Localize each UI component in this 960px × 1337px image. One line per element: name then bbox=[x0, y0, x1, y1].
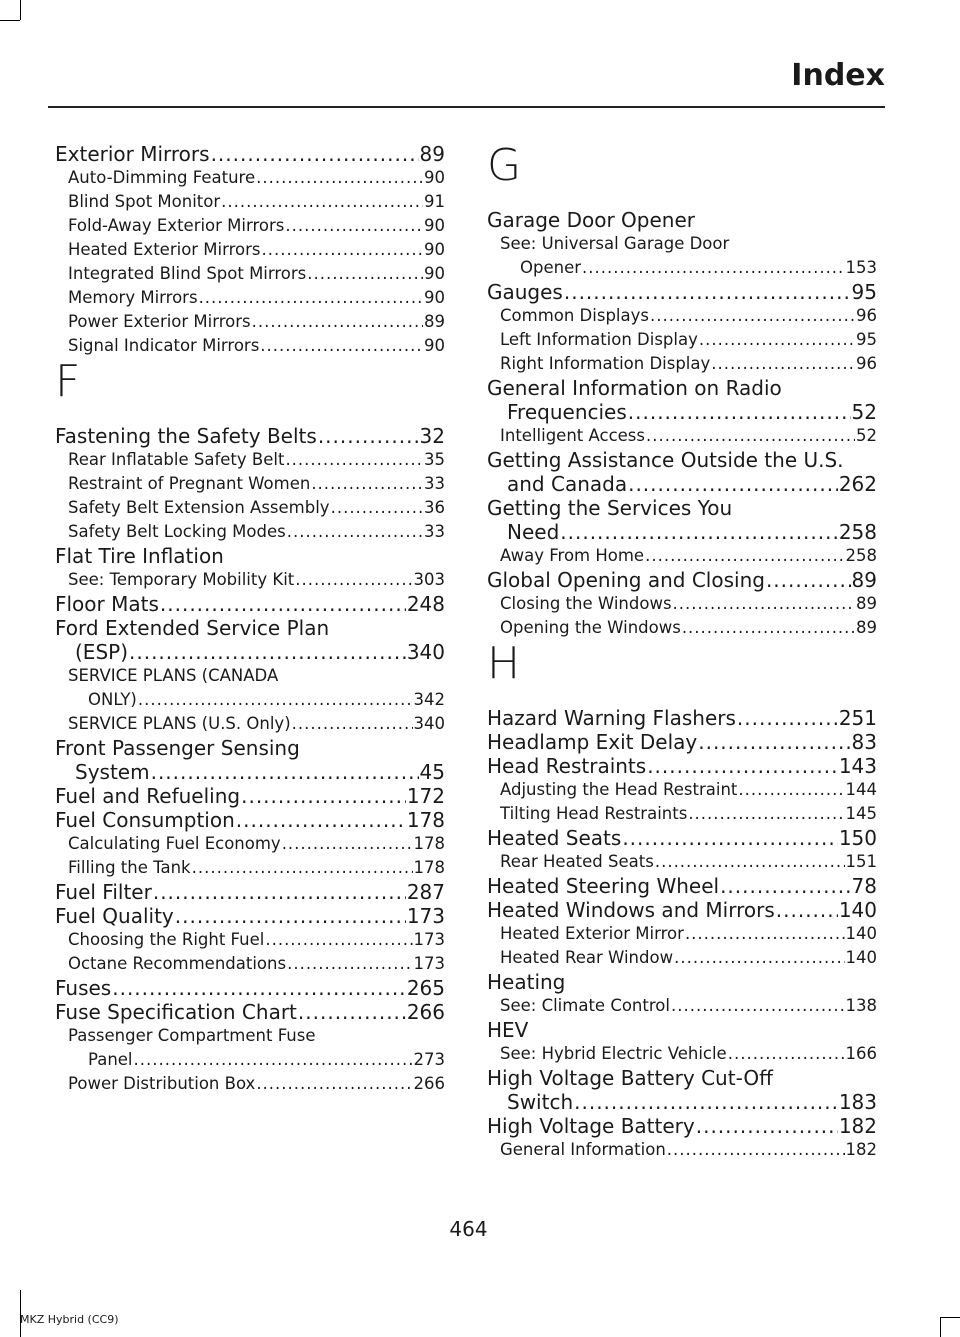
index-entry[interactable] bbox=[487, 1066, 877, 1114]
dot-leader bbox=[138, 688, 413, 712]
page-reference[interactable]: 96 bbox=[856, 354, 877, 373]
entry-text: Closing the Windows bbox=[500, 594, 672, 613]
index-entry[interactable] bbox=[55, 976, 445, 1000]
index-subentry[interactable] bbox=[55, 310, 445, 334]
entry-text: Getting Assistance Outside the U.S. bbox=[487, 448, 844, 472]
dot-leader bbox=[160, 592, 406, 616]
index-subentry[interactable] bbox=[55, 214, 445, 238]
index-entry[interactable] bbox=[487, 376, 877, 424]
entry-text: Floor Mats bbox=[55, 592, 159, 616]
entry-text: Garage Door Opener bbox=[487, 208, 695, 232]
page-reference[interactable]: 138 bbox=[845, 996, 877, 1015]
entry-text: Opener bbox=[520, 258, 582, 277]
page-reference[interactable]: 262 bbox=[838, 472, 877, 496]
entry-text: Auto-Dimming Feature bbox=[68, 168, 256, 187]
dot-leader bbox=[331, 496, 423, 520]
page-reference[interactable]: 140 bbox=[845, 924, 877, 943]
index-entry[interactable] bbox=[487, 898, 877, 922]
dot-leader bbox=[287, 520, 423, 544]
entry-text: Fold-Away Exterior Mirrors bbox=[68, 216, 285, 235]
index-entry[interactable] bbox=[487, 448, 877, 496]
index-entry[interactable] bbox=[55, 880, 445, 904]
index-subentry[interactable] bbox=[55, 568, 445, 592]
dot-leader bbox=[265, 928, 412, 952]
dot-leader bbox=[645, 544, 844, 568]
index-subentry[interactable] bbox=[55, 190, 445, 214]
dot-leader bbox=[628, 400, 851, 424]
index-entry[interactable] bbox=[487, 970, 877, 994]
page-reference[interactable]: 182 bbox=[845, 1140, 877, 1159]
index-entry[interactable] bbox=[487, 1114, 877, 1138]
index-subentry[interactable] bbox=[487, 850, 877, 874]
dot-leader bbox=[696, 1114, 838, 1138]
page-reference[interactable]: 266 bbox=[406, 1000, 445, 1024]
entry-text: Signal Indicator Mirrors bbox=[68, 336, 260, 355]
page-reference[interactable]: 90 bbox=[424, 240, 445, 259]
dot-leader bbox=[236, 808, 406, 832]
entry-text: Fuel Consumption bbox=[55, 808, 235, 832]
page-reference[interactable]: 83 bbox=[851, 730, 877, 754]
entry-text: Fuel Quality bbox=[55, 904, 174, 928]
entry-text: and Canada bbox=[507, 472, 628, 496]
entry-text: Safety Belt Extension Assembly bbox=[68, 498, 330, 517]
entry-text: Adjusting the Head Restraint bbox=[500, 780, 738, 799]
page-reference[interactable]: 140 bbox=[845, 948, 877, 967]
dot-leader bbox=[211, 142, 419, 166]
dot-leader bbox=[766, 568, 851, 592]
entry-text: Fuse Specification Chart bbox=[55, 1000, 297, 1024]
dot-leader bbox=[295, 568, 412, 592]
index-subentry[interactable] bbox=[487, 946, 877, 970]
entry-text: Integrated Blind Spot Mirrors bbox=[68, 264, 307, 283]
dot-leader bbox=[282, 832, 413, 856]
page-reference[interactable]: 36 bbox=[424, 498, 445, 517]
dot-leader bbox=[192, 856, 413, 880]
dot-leader bbox=[728, 1042, 845, 1066]
dot-leader bbox=[287, 952, 412, 976]
footer-text: MKZ Hybrid (CC9) bbox=[20, 1313, 119, 1326]
page-reference[interactable]: 89 bbox=[851, 568, 877, 592]
dot-leader bbox=[256, 166, 423, 190]
entry-text: See: Climate Control bbox=[500, 996, 670, 1015]
index-column-left bbox=[55, 142, 445, 1096]
entry-text: Rear Heated Seats bbox=[500, 852, 654, 871]
entry-text: Need bbox=[507, 520, 560, 544]
index-subentry[interactable] bbox=[487, 304, 877, 328]
index-entry[interactable] bbox=[487, 754, 877, 778]
index-entry[interactable] bbox=[487, 496, 877, 544]
index-subentry[interactable] bbox=[55, 832, 445, 856]
dot-leader bbox=[650, 304, 855, 328]
index-entry[interactable] bbox=[55, 544, 445, 568]
entry-text: Intelligent Access bbox=[500, 426, 645, 445]
entry-text: Memory Mirrors bbox=[68, 288, 198, 307]
crop-mark bbox=[940, 1317, 941, 1337]
index-subentry[interactable] bbox=[55, 1072, 445, 1096]
index-subentry[interactable] bbox=[55, 856, 445, 880]
index-subentry[interactable] bbox=[55, 238, 445, 262]
index-subentry[interactable] bbox=[487, 1138, 877, 1162]
entry-text: Safety Belt Locking Modes bbox=[68, 522, 286, 541]
page-reference[interactable]: 178 bbox=[413, 834, 445, 853]
index-entry[interactable] bbox=[55, 784, 445, 808]
page-reference[interactable]: 258 bbox=[838, 520, 877, 544]
entry-text: Choosing the Right Fuel bbox=[68, 930, 265, 949]
index-subentry[interactable] bbox=[55, 286, 445, 310]
index-subentry[interactable] bbox=[487, 778, 877, 802]
index-subentry[interactable] bbox=[55, 496, 445, 520]
page-reference[interactable]: 258 bbox=[845, 546, 877, 565]
entry-text: Octane Recommendations bbox=[68, 954, 287, 973]
dot-leader bbox=[134, 1048, 413, 1072]
entry-text: Right Information Display bbox=[500, 354, 711, 373]
page-reference[interactable]: 182 bbox=[838, 1114, 877, 1138]
entry-text: Heated Seats bbox=[487, 826, 622, 850]
entry-text: SERVICE PLANS (CANADA bbox=[68, 666, 279, 685]
index-entry[interactable] bbox=[487, 568, 877, 592]
entry-text: HEV bbox=[487, 1018, 529, 1042]
dot-leader bbox=[318, 424, 419, 448]
dot-leader bbox=[221, 190, 423, 214]
dot-leader bbox=[682, 616, 855, 640]
dot-leader bbox=[647, 754, 838, 778]
page-reference[interactable]: 52 bbox=[851, 400, 877, 424]
page-reference[interactable]: 89 bbox=[424, 312, 445, 331]
page-reference[interactable]: 90 bbox=[424, 288, 445, 307]
page-reference[interactable]: 96 bbox=[856, 306, 877, 325]
dot-leader bbox=[655, 850, 845, 874]
entry-text: Hazard Warning Flashers bbox=[487, 706, 736, 730]
dot-leader bbox=[685, 922, 845, 946]
page-reference[interactable]: 150 bbox=[838, 826, 877, 850]
dot-leader bbox=[175, 904, 406, 928]
index-subentry[interactable] bbox=[55, 472, 445, 496]
entry-text: Passenger Compartment Fuse bbox=[68, 1026, 316, 1045]
index-subentry[interactable] bbox=[487, 616, 877, 640]
entry-text: Front Passenger Sensing bbox=[55, 736, 300, 760]
index-entry[interactable] bbox=[55, 616, 445, 664]
page-number: 464 bbox=[449, 1217, 488, 1241]
index-entry[interactable] bbox=[55, 1000, 445, 1024]
page-reference[interactable]: 95 bbox=[851, 280, 877, 304]
page-reference[interactable]: 91 bbox=[424, 192, 445, 211]
page-reference[interactable]: 78 bbox=[851, 874, 877, 898]
entry-text: Common Displays bbox=[500, 306, 649, 325]
entry-text: Fuel Filter bbox=[55, 880, 152, 904]
dot-leader bbox=[674, 946, 844, 970]
entry-text: Fastening the Safety Belts bbox=[55, 424, 317, 448]
dot-leader bbox=[698, 730, 850, 754]
page-reference[interactable]: 90 bbox=[424, 168, 445, 187]
entry-text: See: Universal Garage Door bbox=[500, 234, 730, 253]
index-subentry[interactable] bbox=[487, 802, 877, 826]
entry-text: SERVICE PLANS (U.S. Only) bbox=[68, 714, 291, 733]
page-reference[interactable]: 173 bbox=[406, 904, 445, 928]
page-reference[interactable]: 145 bbox=[845, 804, 877, 823]
dot-leader bbox=[129, 640, 406, 664]
entry-text: Headlamp Exit Delay bbox=[487, 730, 698, 754]
entry-text: Head Restraints bbox=[487, 754, 647, 778]
dot-leader bbox=[112, 976, 406, 1000]
dot-leader bbox=[564, 280, 851, 304]
index-subentry[interactable] bbox=[487, 994, 877, 1018]
page-reference[interactable]: 89 bbox=[419, 142, 445, 166]
page-reference[interactable]: 340 bbox=[413, 714, 445, 733]
page-reference[interactable]: 140 bbox=[838, 898, 877, 922]
page-reference[interactable]: 266 bbox=[413, 1074, 445, 1093]
page-reference[interactable]: 178 bbox=[406, 808, 445, 832]
page-reference[interactable]: 183 bbox=[838, 1090, 877, 1114]
entry-text: Flat Tire Inflation bbox=[55, 544, 224, 568]
index-subentry[interactable] bbox=[487, 592, 877, 616]
entry-text: Heated Rear Window bbox=[500, 948, 674, 967]
index-subentry[interactable] bbox=[487, 1042, 877, 1066]
entry-text: Rear Inflatable Safety Belt bbox=[68, 450, 285, 469]
page-reference[interactable]: 173 bbox=[413, 954, 445, 973]
index-subentry[interactable] bbox=[55, 664, 445, 712]
index-entry[interactable] bbox=[487, 280, 877, 304]
entry-text: Fuses bbox=[55, 976, 112, 1000]
entry-text: Calculating Fuel Economy bbox=[68, 834, 281, 853]
dot-leader bbox=[738, 778, 844, 802]
dot-leader bbox=[256, 1072, 412, 1096]
entry-text: Global Opening and Closing bbox=[487, 568, 765, 592]
index-entry[interactable] bbox=[55, 592, 445, 616]
entry-text: Tilting Head Restraints bbox=[500, 804, 688, 823]
index-subentry[interactable] bbox=[55, 520, 445, 544]
page-reference[interactable]: 166 bbox=[845, 1044, 877, 1063]
index-subentry[interactable] bbox=[487, 544, 877, 568]
page-reference[interactable]: 178 bbox=[413, 858, 445, 877]
page-reference[interactable]: 251 bbox=[838, 706, 877, 730]
dot-leader bbox=[628, 472, 838, 496]
index-entry[interactable] bbox=[55, 736, 445, 784]
dot-leader bbox=[307, 262, 423, 286]
page-reference[interactable]: 144 bbox=[845, 780, 877, 799]
dot-leader bbox=[574, 1090, 838, 1114]
section-letter: H bbox=[487, 638, 521, 689]
entry-text: Opening the Windows bbox=[500, 618, 681, 637]
dot-leader bbox=[667, 1138, 845, 1162]
page-reference[interactable]: 32 bbox=[419, 424, 445, 448]
page-reference[interactable]: 35 bbox=[424, 450, 445, 469]
entry-text: See: Temporary Mobility Kit bbox=[68, 570, 295, 589]
page-reference[interactable]: 45 bbox=[419, 760, 445, 784]
dot-leader bbox=[285, 214, 423, 238]
dot-leader bbox=[671, 994, 845, 1018]
section-letter: F bbox=[55, 356, 81, 407]
index-subentry[interactable] bbox=[55, 952, 445, 976]
entry-text: Heated Exterior Mirrors bbox=[68, 240, 261, 259]
dot-leader bbox=[720, 874, 850, 898]
page-reference[interactable]: 151 bbox=[845, 852, 877, 871]
index-subentry[interactable] bbox=[55, 334, 445, 358]
entry-text: High Voltage Battery bbox=[487, 1114, 695, 1138]
page-reference[interactable]: 265 bbox=[406, 976, 445, 1000]
page-reference[interactable]: 89 bbox=[856, 618, 877, 637]
entry-text: Power Distribution Box bbox=[68, 1074, 256, 1093]
index-entry[interactable] bbox=[487, 1018, 877, 1042]
dot-leader bbox=[688, 802, 844, 826]
page-title: Index bbox=[791, 58, 885, 93]
page-reference[interactable]: 95 bbox=[856, 330, 877, 349]
dot-leader bbox=[151, 760, 419, 784]
index-subentry[interactable] bbox=[487, 922, 877, 946]
entry-text: Gauges bbox=[487, 280, 563, 304]
page-reference[interactable]: 33 bbox=[424, 474, 445, 493]
index-subentry[interactable] bbox=[487, 232, 877, 280]
page-reference[interactable]: 248 bbox=[406, 592, 445, 616]
index-subentry[interactable] bbox=[55, 262, 445, 286]
section-letter: G bbox=[487, 140, 522, 191]
page-reference[interactable]: 342 bbox=[413, 690, 445, 709]
index-column-right bbox=[487, 142, 877, 1162]
entry-text: General Information on Radio bbox=[487, 376, 782, 400]
index-subentry[interactable] bbox=[487, 352, 877, 376]
entry-text: General Information bbox=[500, 1140, 666, 1159]
index-entry[interactable] bbox=[487, 730, 877, 754]
entry-text: Power Exterior Mirrors bbox=[68, 312, 251, 331]
index-entry[interactable] bbox=[55, 424, 445, 448]
entry-text: Heating bbox=[487, 970, 566, 994]
entry-text: (ESP) bbox=[75, 640, 128, 664]
index-entry[interactable] bbox=[487, 874, 877, 898]
entry-text: Fuel and Refueling bbox=[55, 784, 241, 808]
page-reference[interactable]: 52 bbox=[856, 426, 877, 445]
page-reference[interactable]: 173 bbox=[413, 930, 445, 949]
page-reference[interactable]: 340 bbox=[406, 640, 445, 664]
index-subentry[interactable] bbox=[55, 928, 445, 952]
index-subentry[interactable] bbox=[55, 1024, 445, 1072]
page-reference[interactable]: 287 bbox=[406, 880, 445, 904]
entry-text: Heated Steering Wheel bbox=[487, 874, 720, 898]
page-reference[interactable]: 273 bbox=[413, 1050, 445, 1069]
page-reference[interactable]: 89 bbox=[856, 594, 877, 613]
dot-leader bbox=[285, 448, 423, 472]
dot-leader bbox=[646, 424, 855, 448]
entry-text: Left Information Display bbox=[500, 330, 698, 349]
crop-mark bbox=[940, 1317, 960, 1318]
crop-mark bbox=[20, 0, 21, 20]
entry-text: Heated Windows and Mirrors bbox=[487, 898, 775, 922]
dot-leader bbox=[311, 472, 423, 496]
entry-text: ONLY) bbox=[88, 690, 137, 709]
page-reference[interactable]: 90 bbox=[424, 216, 445, 235]
dot-leader bbox=[199, 286, 423, 310]
entry-text: Panel bbox=[88, 1050, 133, 1069]
index-subentry[interactable] bbox=[55, 712, 445, 736]
index-entry[interactable] bbox=[55, 904, 445, 928]
index-entry[interactable] bbox=[487, 706, 877, 730]
dot-leader bbox=[711, 352, 855, 376]
page-reference[interactable]: 303 bbox=[413, 570, 445, 589]
dot-leader bbox=[252, 310, 423, 334]
page-reference[interactable]: 90 bbox=[424, 336, 445, 355]
dot-leader bbox=[153, 880, 406, 904]
dot-leader bbox=[622, 826, 837, 850]
page-reference[interactable]: 143 bbox=[838, 754, 877, 778]
page-reference[interactable]: 172 bbox=[406, 784, 445, 808]
index-entry[interactable] bbox=[487, 826, 877, 850]
crop-mark bbox=[0, 20, 20, 21]
entry-text: System bbox=[75, 760, 150, 784]
dot-leader bbox=[699, 328, 855, 352]
entry-text: Exterior Mirrors bbox=[55, 142, 210, 166]
entry-text: Filling the Tank bbox=[68, 858, 191, 877]
dot-leader bbox=[260, 334, 423, 358]
index-subentry[interactable] bbox=[55, 166, 445, 190]
dot-leader bbox=[673, 592, 855, 616]
dot-leader bbox=[776, 898, 838, 922]
dot-leader bbox=[560, 520, 838, 544]
page-reference[interactable]: 33 bbox=[424, 522, 445, 541]
dot-leader bbox=[582, 256, 844, 280]
header-rule bbox=[48, 106, 885, 108]
page-reference[interactable]: 90 bbox=[424, 264, 445, 283]
index-subentry[interactable] bbox=[487, 424, 877, 448]
dot-leader bbox=[292, 712, 413, 736]
entry-text: Restraint of Pregnant Women bbox=[68, 474, 311, 493]
entry-text: High Voltage Battery Cut-Off bbox=[487, 1066, 773, 1090]
index-entry[interactable] bbox=[487, 208, 877, 232]
index-subentry[interactable] bbox=[487, 328, 877, 352]
entry-text: Blind Spot Monitor bbox=[68, 192, 221, 211]
index-entry[interactable] bbox=[55, 142, 445, 166]
entry-text: Heated Exterior Mirror bbox=[500, 924, 684, 943]
dot-leader bbox=[262, 238, 423, 262]
entry-text: Getting the Services You bbox=[487, 496, 733, 520]
entry-text: Ford Extended Service Plan bbox=[55, 616, 330, 640]
entry-text: Switch bbox=[507, 1090, 574, 1114]
dot-leader bbox=[298, 1000, 406, 1024]
dot-leader bbox=[737, 706, 838, 730]
entry-text: Away From Home bbox=[500, 546, 645, 565]
index-entry[interactable] bbox=[55, 808, 445, 832]
entry-text: Frequencies bbox=[507, 400, 627, 424]
entry-text: See: Hybrid Electric Vehicle bbox=[500, 1044, 727, 1063]
dot-leader bbox=[241, 784, 406, 808]
index-subentry[interactable] bbox=[55, 448, 445, 472]
page-reference[interactable]: 153 bbox=[845, 258, 877, 277]
